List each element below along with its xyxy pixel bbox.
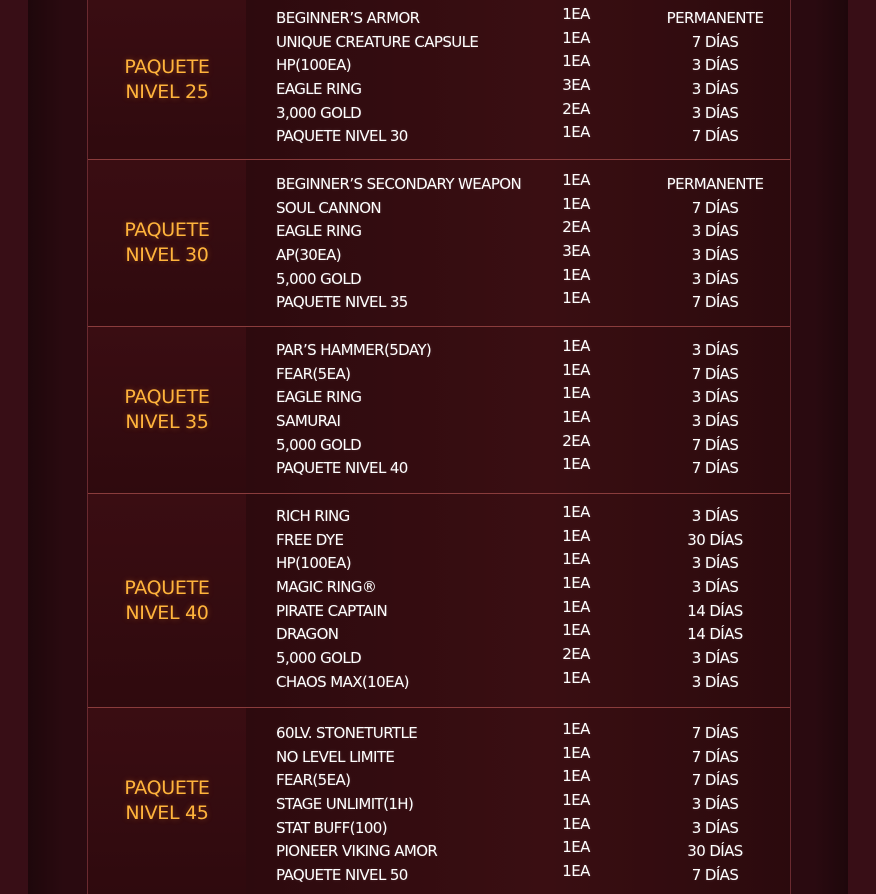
- item-name: 5,000 GOLD: [276, 649, 362, 668]
- item-duration: 3 DÍAS: [691, 388, 739, 407]
- item-row: [246, 291, 790, 315]
- item-row: [246, 526, 790, 553]
- left-border-band: [0, 0, 28, 894]
- item-duration: 3 DÍAS: [691, 412, 739, 431]
- package-name-line2: NIVEL 25: [125, 80, 209, 103]
- package-row: [88, 708, 790, 894]
- item-row: [246, 623, 790, 647]
- item-quantity: 1EA: [562, 720, 590, 738]
- package-row: [88, 327, 790, 494]
- package-name-cell: [88, 0, 246, 159]
- item-quantity: 3EA: [562, 242, 590, 261]
- item-row: [246, 173, 790, 197]
- item-duration: 7 DÍAS: [691, 293, 739, 312]
- item-name: MAGIC RING®: [276, 578, 377, 597]
- package-name-line1: PAQUETE: [124, 219, 210, 241]
- item-name: BEGINNER’S SECONDARY WEAPON: [276, 175, 522, 193]
- item-duration: PERMANENTE: [666, 9, 764, 27]
- item-row: [246, 339, 790, 363]
- item-quantity: 1EA: [562, 289, 590, 308]
- item-duration: 30 DÍAS: [687, 842, 743, 861]
- item-duration: PERMANENTE: [666, 175, 764, 193]
- item-row: [246, 668, 790, 695]
- item-duration: 3 DÍAS: [691, 578, 739, 597]
- item-name: FREE DYE: [276, 530, 344, 549]
- item-quantity: 1EA: [562, 597, 590, 616]
- item-quantity: 2EA: [562, 218, 590, 237]
- item-duration: 3 DÍAS: [691, 507, 739, 525]
- item-name: PAQUETE NIVEL 30: [276, 127, 408, 146]
- item-name: BEGINNER’S ARMOR: [276, 9, 420, 27]
- item-name: PAQUETE NIVEL 40: [276, 459, 408, 478]
- item-quantity: 1EA: [562, 668, 590, 687]
- item-name: HP(100EA): [276, 56, 351, 75]
- item-row: [246, 54, 790, 78]
- item-quantity: 1EA: [562, 862, 590, 881]
- item-quantity: 1EA: [562, 767, 590, 786]
- item-quantity: 3EA: [562, 76, 590, 95]
- item-row: [246, 576, 790, 600]
- item-name: PAQUETE NIVEL 35: [276, 293, 408, 312]
- package-name-cell: [88, 160, 246, 326]
- item-row: [246, 722, 790, 746]
- item-name: STAT BUFF(100): [276, 818, 388, 837]
- item-quantity: 1EA: [562, 621, 590, 640]
- package-items-cell: [246, 494, 790, 707]
- item-row: [246, 360, 790, 387]
- item-duration: 7 DÍAS: [691, 364, 739, 383]
- item-name: 5,000 GOLD: [276, 435, 362, 454]
- item-duration: 7 DÍAS: [691, 435, 739, 454]
- left-margin: [28, 0, 87, 894]
- item-row: [246, 597, 790, 624]
- item-name: PAR’S HAMMER(5DAY): [276, 341, 432, 359]
- item-duration: 7 DÍAS: [691, 32, 739, 51]
- item-row: [246, 769, 790, 793]
- item-name: EAGLE RING: [276, 80, 362, 99]
- item-row: [246, 99, 790, 126]
- item-duration: 14 DÍAS: [687, 625, 743, 644]
- item-quantity: 1EA: [562, 337, 590, 355]
- item-name: PAQUETE NIVEL 50: [276, 866, 408, 885]
- item-row: [246, 457, 790, 481]
- item-duration: 3 DÍAS: [691, 103, 739, 122]
- item-name: EAGLE RING: [276, 388, 362, 407]
- item-duration: 3 DÍAS: [691, 341, 739, 359]
- item-duration: 3 DÍAS: [691, 649, 739, 668]
- item-name: NO LEVEL LIMITE: [276, 747, 395, 766]
- item-name: RICH RING: [276, 507, 350, 525]
- item-quantity: 1EA: [562, 194, 590, 213]
- item-quantity: 1EA: [562, 52, 590, 71]
- item-row: [246, 386, 790, 410]
- item-quantity: 1EA: [562, 5, 590, 23]
- package-name-line2: NIVEL 45: [125, 802, 209, 824]
- item-quantity: 2EA: [562, 99, 590, 118]
- item-quantity: 1EA: [562, 743, 590, 762]
- right-margin: [791, 0, 848, 894]
- package-name-line2: NIVEL 30: [125, 244, 209, 266]
- item-quantity: 1EA: [562, 526, 590, 545]
- item-duration: 3 DÍAS: [691, 246, 739, 265]
- item-name: PIONEER VIKING AMOR: [276, 842, 438, 861]
- item-row: [246, 78, 790, 102]
- item-quantity: 1EA: [562, 550, 590, 569]
- package-name-cell: [88, 708, 246, 894]
- package-table: [87, 0, 791, 894]
- item-name: SOUL CANNON: [276, 198, 382, 217]
- item-row: [246, 125, 790, 149]
- item-duration: 7 DÍAS: [691, 724, 739, 742]
- package-items-cell: [246, 160, 790, 326]
- item-row: [246, 743, 790, 770]
- item-row: [246, 505, 790, 529]
- package-name-line1: PAQUETE: [124, 55, 210, 78]
- item-name: HP(100EA): [276, 554, 351, 573]
- item-quantity: 2EA: [562, 431, 590, 450]
- package-name-cell: [88, 494, 246, 707]
- item-name: UNIQUE CREATURE CAPSULE: [276, 32, 479, 51]
- item-quantity: 1EA: [562, 384, 590, 403]
- item-row: [246, 220, 790, 244]
- item-quantity: 1EA: [562, 838, 590, 857]
- item-duration: 7 DÍAS: [691, 127, 739, 146]
- item-name: AP(30EA): [276, 246, 342, 265]
- item-quantity: 1EA: [562, 171, 590, 189]
- right-border-band: [848, 0, 876, 894]
- package-row: [88, 494, 790, 708]
- item-name: DRAGON: [276, 625, 339, 644]
- item-quantity: 1EA: [562, 360, 590, 379]
- package-name-line2: NIVEL 40: [125, 601, 209, 624]
- item-duration: 30 DÍAS: [687, 530, 743, 549]
- item-quantity: 1EA: [562, 814, 590, 833]
- item-duration: 7 DÍAS: [691, 198, 739, 217]
- item-quantity: 1EA: [562, 503, 590, 521]
- item-name: CHAOS MAX(10EA): [276, 672, 409, 691]
- item-row: [246, 552, 790, 576]
- item-row: [246, 864, 790, 888]
- item-duration: 3 DÍAS: [691, 56, 739, 75]
- package-name-line1: PAQUETE: [124, 777, 210, 799]
- item-duration: 3 DÍAS: [691, 222, 739, 241]
- item-row: [246, 194, 790, 221]
- item-name: 60LV. STONETURTLE: [276, 724, 418, 742]
- item-duration: 3 DÍAS: [691, 818, 739, 837]
- package-items-cell: [246, 708, 790, 894]
- item-name: EAGLE RING: [276, 222, 362, 241]
- package-name-line1: PAQUETE: [124, 576, 210, 599]
- package-items-cell: [246, 0, 790, 159]
- item-duration: 7 DÍAS: [691, 459, 739, 478]
- item-name: STAGE UNLIMIT(1H): [276, 795, 414, 814]
- item-row: [246, 793, 790, 817]
- item-quantity: 1EA: [562, 28, 590, 47]
- package-name-line2: NIVEL 35: [125, 411, 209, 433]
- item-duration: 7 DÍAS: [691, 866, 739, 885]
- item-row: [246, 410, 790, 434]
- item-name: FEAR(5EA): [276, 364, 351, 383]
- item-quantity: 1EA: [562, 791, 590, 810]
- item-quantity: 1EA: [562, 123, 590, 142]
- item-quantity: 1EA: [562, 574, 590, 593]
- item-duration: 3 DÍAS: [691, 672, 739, 691]
- item-duration: 3 DÍAS: [691, 795, 739, 814]
- item-row: [246, 265, 790, 292]
- item-duration: 3 DÍAS: [691, 80, 739, 99]
- item-duration: 7 DÍAS: [691, 771, 739, 790]
- package-name-cell: [88, 327, 246, 493]
- item-row: [246, 814, 790, 841]
- item-duration: 3 DÍAS: [691, 269, 739, 288]
- package-row: [88, 0, 790, 160]
- item-quantity: 2EA: [562, 645, 590, 664]
- item-duration: 3 DÍAS: [691, 554, 739, 573]
- item-name: SAMURAI: [276, 412, 341, 431]
- item-quantity: 1EA: [562, 265, 590, 284]
- item-duration: 14 DÍAS: [687, 601, 743, 620]
- item-name: FEAR(5EA): [276, 771, 351, 790]
- item-row: [246, 28, 790, 55]
- item-quantity: 1EA: [562, 408, 590, 427]
- item-name: 3,000 GOLD: [276, 103, 362, 122]
- item-row: [246, 647, 790, 671]
- item-row: [246, 7, 790, 31]
- package-items-cell: [246, 327, 790, 493]
- item-name: PIRATE CAPTAIN: [276, 601, 388, 620]
- package-row: [88, 160, 790, 327]
- package-name-line1: PAQUETE: [124, 386, 210, 408]
- item-row: [246, 244, 790, 268]
- item-duration: 7 DÍAS: [691, 747, 739, 766]
- item-row: [246, 431, 790, 458]
- item-name: 5,000 GOLD: [276, 269, 362, 288]
- item-quantity: 1EA: [562, 455, 590, 474]
- item-row: [246, 840, 790, 864]
